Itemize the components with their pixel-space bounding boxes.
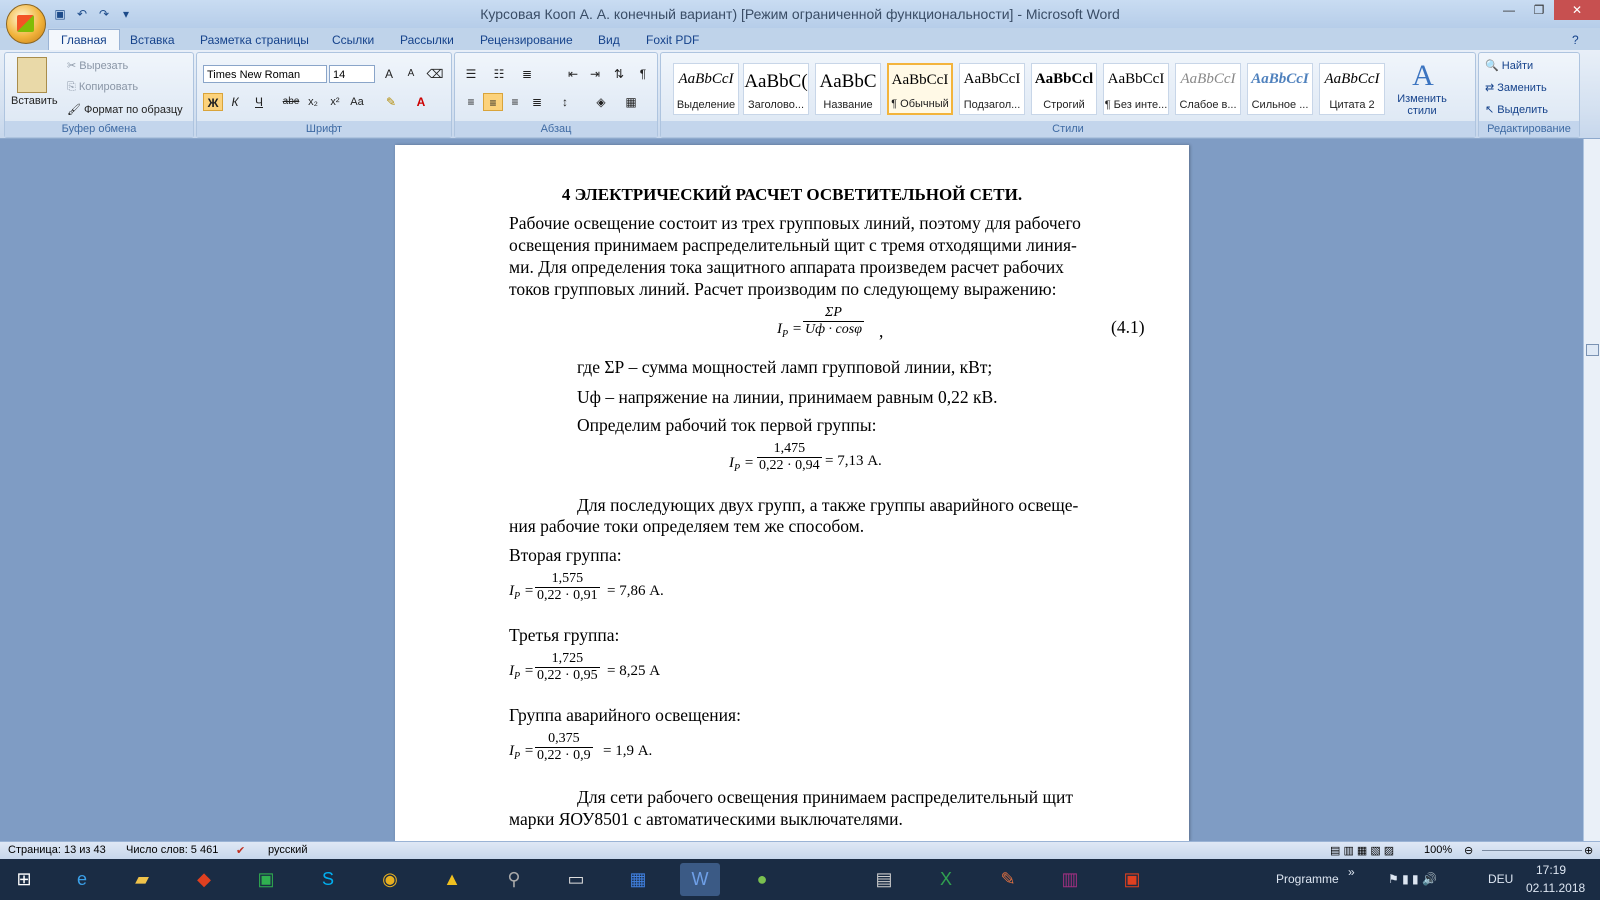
zoom-level[interactable]: 100% [1424, 844, 1453, 856]
tab-page-layout[interactable]: Разметка страницы [200, 33, 309, 47]
clear-format-icon[interactable]: ⌫ [426, 67, 444, 81]
tab-insert[interactable]: Вставка [130, 33, 175, 47]
input-language[interactable]: DEU [1488, 872, 1514, 886]
strikethrough-button[interactable]: abe [282, 96, 300, 107]
scrollbar-thumb[interactable] [1586, 344, 1599, 356]
group-label: Третья группа: [509, 625, 620, 645]
font-group [196, 52, 452, 138]
numbering-icon[interactable]: ☷ [493, 67, 505, 81]
zoom-slider[interactable] [1482, 850, 1582, 851]
undo-icon[interactable]: ↶ [76, 7, 88, 21]
clipboard-group [4, 52, 194, 138]
view-buttons[interactable]: ▤ ▥ ▦ ▧ ▨ [1330, 845, 1395, 857]
style-title[interactable]: AaBbC Название [815, 63, 881, 115]
tab-review[interactable]: Рецензирование [480, 33, 573, 47]
borders-icon[interactable]: ▦ [625, 95, 637, 109]
title-bar [0, 0, 1600, 28]
replace-button[interactable]: ⇄ Заменить [1485, 82, 1547, 94]
tab-foxit-pdf[interactable]: Foxit PDF [646, 33, 700, 47]
align-center-icon[interactable]: ≡ [483, 93, 503, 111]
font-group-label: Шрифт [197, 121, 451, 137]
style-quote-2[interactable]: AaBbCcI Цитата 2 [1319, 63, 1385, 115]
find-button[interactable]: 🔍 Найти [1485, 60, 1534, 72]
paragraph-line: освещения принимаем распределительный щит с тремя отходящими линия- [509, 235, 1077, 255]
shrink-font-icon[interactable]: A [407, 68, 415, 79]
paragraph-line: Uф – напряжение на линии, принимаем равным 0,22 кВ. [577, 387, 998, 407]
grow-font-icon[interactable]: A [384, 67, 393, 81]
underline-button[interactable]: Ч [255, 95, 263, 109]
font-color-icon[interactable]: A [416, 95, 426, 109]
ribbon-tabs [0, 28, 1600, 50]
change-styles-icon[interactable]: A [1412, 59, 1434, 92]
tab-home[interactable]: Главная [48, 29, 120, 50]
increase-indent-icon[interactable]: ⇥ [589, 67, 601, 81]
ribbon [0, 50, 1600, 139]
proofing-icon[interactable]: ✔ [236, 845, 246, 857]
minimize-button[interactable]: — [1503, 3, 1515, 17]
editing-group [1478, 52, 1580, 138]
paragraph-line: марки ЯОУ8501 с автоматическими выключателями. [509, 809, 903, 829]
tab-view[interactable]: Вид [598, 33, 620, 47]
calculator-icon[interactable]: ▤ [875, 869, 893, 889]
formula-lhs: $I_P$ = [509, 743, 534, 762]
word-count[interactable]: Число слов: 5 461 [126, 844, 219, 856]
file-explorer-icon[interactable]: ▰ [135, 869, 149, 889]
style-heading[interactable]: AaBbC( Заголово... [743, 63, 809, 115]
toolbar-chevron[interactable]: » [1348, 865, 1355, 879]
paragraph-line: ми. Для определения тока защитного аппарата произведем расчет рабочих [509, 257, 1064, 277]
chrome-icon[interactable]: ◉ [382, 869, 398, 889]
formula-result: = 1,9 А. [603, 743, 653, 759]
paragraph-line: Для сети рабочего освещения принимаем распределительный щит [577, 787, 1073, 807]
save-icon[interactable]: ▣ [54, 7, 66, 21]
page-count[interactable]: Страница: 13 из 43 [8, 844, 106, 856]
styles-group-label: Стили [661, 121, 1475, 137]
paste-button[interactable]: Вставить [11, 95, 58, 107]
clock-date[interactable]: 02.11.2018 [1526, 881, 1586, 895]
office-button[interactable] [6, 4, 46, 44]
formula-result: = 7,13 А. [825, 453, 882, 469]
formula-number: (4.1) [1111, 317, 1145, 337]
group-label: Вторая группа: [509, 545, 622, 565]
multilevel-list-icon[interactable]: ≣ [521, 67, 533, 81]
formula-lhs: $I_P$ = [729, 455, 754, 474]
binoculars-icon: 🔍 [1485, 60, 1502, 72]
paragraph-line: токов групповых линий. Расчет производим по следующему выражению: [509, 279, 1057, 299]
formula-lhs: $I_P$ = [509, 663, 534, 682]
status-bar [0, 841, 1600, 860]
paragraph-line: где ΣР – сумма мощностей ламп групповой линии, кВт; [577, 357, 993, 377]
internet-explorer-icon[interactable]: e [76, 869, 87, 889]
window-controls [1494, 0, 1600, 20]
paragraph-group-label: Абзац [455, 121, 657, 137]
paste-icon[interactable] [17, 57, 47, 93]
skype-icon[interactable]: S [321, 869, 334, 889]
document-page[interactable] [395, 145, 1189, 841]
style-intense-emphasis[interactable]: AaBbCcI Сильное ... [1247, 63, 1313, 115]
bold-button[interactable]: Ж [203, 93, 223, 111]
formula-result: = 7,86 А. [607, 583, 664, 599]
sort-icon[interactable]: ⇅ [613, 67, 625, 81]
customize-qat-icon[interactable]: ▾ [122, 7, 130, 21]
subscript-button[interactable]: x₂ [308, 96, 318, 108]
paint-icon[interactable]: ✎ [1000, 869, 1016, 889]
tab-references[interactable]: Ссылки [332, 33, 375, 47]
word-taskbar-icon[interactable]: W [680, 863, 720, 896]
font-size-dropdown[interactable]: 14 [329, 65, 375, 83]
cut-button[interactable]: ✂ Вырезать [67, 60, 129, 72]
programme-toolbar[interactable]: Programme [1276, 872, 1339, 886]
style-normal[interactable]: AaBbCcI ¶ Обычный [887, 63, 953, 115]
tray-icons[interactable]: ⚑ ▮ ▮ 🔊 [1388, 872, 1437, 886]
frog-app-icon[interactable]: ● [756, 869, 768, 889]
formula-lhs: $I_P$ = [509, 583, 534, 602]
window-title: Курсовая Кооп А. А. конечный вариант) [Режим ограниченной функциональности] - Microsoft Word [480, 6, 1120, 22]
editing-group-label: Редактирование [1479, 121, 1579, 137]
restore-button[interactable]: ❐ [1533, 3, 1545, 17]
copy-button[interactable]: ⎘ Копировать [67, 81, 139, 93]
highlight-icon[interactable]: ✎ [385, 95, 397, 109]
console-icon[interactable]: ▭ [567, 869, 585, 889]
formula-result: = 8,25 А [607, 663, 661, 679]
font-name-dropdown[interactable]: Times New Roman [203, 65, 327, 83]
paragraph-group [454, 52, 658, 138]
paragraph-line: Рабочие освещение состоит из трех групповых линий, поэтому для рабочего [509, 213, 1081, 233]
microphone-icon[interactable]: ⚲ [507, 869, 521, 889]
scissors-icon: ✂ [67, 60, 80, 72]
select-icon: ↖ [1485, 104, 1498, 116]
style-subtitle[interactable]: AaBbCcI Подзагол... [959, 63, 1025, 115]
style-strong[interactable]: AaBbCcl Строгий [1031, 63, 1097, 115]
superscript-button[interactable]: x² [330, 96, 340, 108]
brush-icon: 🖌 [67, 104, 85, 116]
formula-lhs: $I_P$ = [777, 321, 802, 340]
italic-button[interactable]: К [231, 95, 239, 109]
close-button[interactable]: ✕ [1554, 0, 1600, 20]
align-right-icon[interactable]: ≡ [511, 95, 519, 109]
decrease-indent-icon[interactable]: ⇤ [567, 67, 579, 81]
align-left-icon[interactable]: ≡ [467, 95, 475, 109]
show-marks-icon[interactable]: ¶ [639, 67, 647, 81]
style-emphasis[interactable]: AaBbCcI Выделение [673, 63, 739, 115]
zoom-out-icon[interactable]: ⊖ [1464, 845, 1474, 857]
paragraph-line: Для последующих двух групп, а также группы аварийного освеще- [577, 495, 1079, 515]
redo-icon[interactable]: ↷ [98, 7, 110, 21]
section-heading: 4 ЭЛЕКТРИЧЕСКИЙ РАСЧЕТ ОСВЕТИТЕЛЬНОЙ СЕТИ. [561, 185, 1023, 204]
paragraph-line: Определим рабочий ток первой группы: [577, 415, 877, 435]
formula-fraction: ΣP Uф · cosφ [805, 305, 862, 337]
copy-icon: ⎘ [67, 81, 79, 93]
app-icon[interactable]: ◆ [197, 869, 211, 889]
line-spacing-icon[interactable]: ↕ [562, 95, 568, 109]
windows-start-icon[interactable]: ⊞ [16, 869, 32, 889]
styles-group [660, 52, 1476, 138]
change-case-button[interactable]: Aa [350, 96, 364, 108]
spreadsheet-app-icon[interactable]: ▣ [257, 869, 275, 889]
clock-time[interactable]: 17:19 [1536, 863, 1567, 877]
formula-fraction: $\frac{1,725}{0,22 \cdot 0,95}$ [537, 651, 598, 683]
warning-app-icon[interactable]: ▲ [443, 869, 461, 889]
change-styles-button[interactable]: Изменить стили [1397, 93, 1447, 117]
replace-icon: ⇄ [1485, 82, 1498, 94]
taskbar [0, 859, 1600, 900]
clipboard-group-label: Буфер обмена [5, 121, 193, 137]
formula-fraction: $\frac{1,575}{0,22 \cdot 0,91}$ [537, 571, 598, 603]
paragraph-line: ния рабочие токи определяем тем же способом. [509, 516, 865, 536]
justify-icon[interactable]: ≣ [531, 95, 543, 109]
shading-icon[interactable]: ◈ [596, 95, 606, 109]
formula-tail: , [879, 321, 884, 341]
bullets-icon[interactable]: ☰ [465, 67, 477, 81]
select-button[interactable]: ↖ Выделить [1485, 104, 1549, 116]
pdf-app-icon[interactable]: ▣ [1123, 869, 1141, 889]
formula-fraction: $\frac{1,475}{0,22 \cdot 0,94}$ [759, 441, 820, 473]
calendar-app-icon[interactable]: ▦ [629, 869, 647, 889]
style-no-spacing[interactable]: AaBbCcI ¶ Без инте... [1103, 63, 1169, 115]
archive-icon[interactable]: ▥ [1061, 869, 1079, 889]
style-subtle-emphasis[interactable]: AaBbCcI Слабое в... [1175, 63, 1241, 115]
formula-fraction: $\frac{0,375}{0,22 \cdot 0,9}$ [537, 731, 591, 763]
help-icon[interactable]: ? [1572, 33, 1579, 47]
language-indicator[interactable]: русский [268, 844, 308, 856]
tab-mailings[interactable]: Рассылки [400, 33, 454, 47]
excel-icon[interactable]: X [939, 869, 952, 889]
vertical-scrollbar[interactable] [1583, 139, 1600, 841]
group-label: Группа аварийного освещения: [509, 705, 741, 725]
format-painter-button[interactable]: 🖌 Формат по образцу [67, 104, 183, 116]
zoom-in-icon[interactable]: ⊕ [1584, 845, 1594, 857]
